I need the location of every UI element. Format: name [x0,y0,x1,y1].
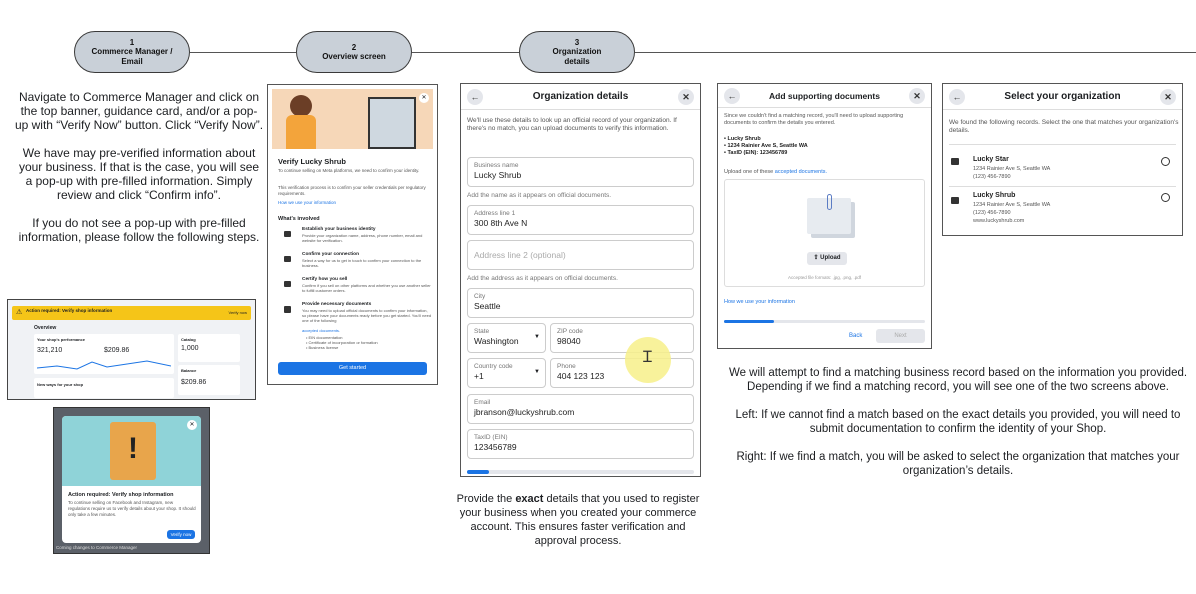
supporting-documents-screenshot [717,83,932,349]
field-value: 300 8th Ave N [474,218,528,228]
state-select[interactable] [467,323,546,353]
hero-window [368,97,416,149]
instruction-paragraph: We have may pre-verified information about your business. If that is the case, you will see a pop-up with pre-filled information. Simply review and click “Confirm info”. [18,146,260,202]
field-value: Seattle [474,301,501,311]
step-2-pill [296,31,412,73]
left-instructions [14,90,264,244]
field-label: Email [474,399,491,406]
action-banner[interactable] [12,306,251,320]
catalog-card [178,334,240,362]
back-button[interactable]: Back [849,333,863,339]
how-we-use-link[interactable]: How we use your information [278,200,337,205]
field-value: Lucky Shrub [474,170,522,180]
caption-text: Provide the [456,493,516,505]
field-label: Phone [557,363,576,370]
record-line: (123) 456-7890 [973,210,1011,216]
upload-hint [724,169,827,177]
warning-icon: ⚠ [16,309,23,316]
step-number: 3 [574,37,580,47]
step-3-pill [519,31,635,73]
name-hint: Add the name as it appears on official documents. [467,192,612,199]
overview-title: Verify Lucky Shrub [278,157,346,166]
address-line-2-field[interactable] [467,240,694,270]
back-arrow-icon[interactable]: ← [949,89,965,105]
hero-figure [290,95,312,117]
record-radio[interactable] [1161,157,1170,166]
get-started-button[interactable]: Get started [278,362,427,375]
select-intro: We found the following records. Select the one that matches your organization's details. [949,119,1179,134]
upload-label: Upload [820,255,841,261]
popup-illustration [62,416,201,486]
storefront-icon [284,281,291,287]
phone-field[interactable] [550,358,694,388]
record-line: 1234 Rainier Ave S, Seattle WA [973,202,1051,208]
overview-screenshot [267,84,438,385]
performance-title: Your shop's performance [37,337,85,342]
accepted-documents-link[interactable]: accepted documents. [774,169,828,175]
dropdown-caret-icon: ▼ [534,334,540,340]
docs-header [718,84,931,108]
explanation-paragraph: Right: If we find a match, you will be asked to select the organization that matches your organization’s details. [736,451,1180,477]
record-name: Lucky Shrub [973,192,1016,199]
performance-card [34,334,174,374]
popup-title: Action required: Verify shop information [68,492,174,498]
select-header [943,84,1182,110]
progress-fill [467,470,489,474]
caption-text: details that you used to register your business when you created your commerce account. This ensures faster verification and approval process. [459,493,700,547]
instruction-paragraph: If you do not see a pop-up with pre-filled information, please follow the following steps. [18,216,260,244]
record-line: www.luckyshrub.com [973,218,1025,224]
item-desc: Provide your organization name, address, phone number, email and website for verification. [302,233,423,243]
item-title: Establish your business identity [302,227,376,232]
balance-title: Balance [181,368,197,373]
close-icon[interactable]: ✕ [419,93,429,103]
next-button[interactable]: Next [876,329,925,343]
instruction-paragraph: Navigate to Commerce Manager and click on the top banner, guidance card, and/or a pop-up with “Verify Now” button. Click “Verify Now”. [14,90,264,132]
docs-bullet: • TaxID (EIN): 123456789 [724,150,788,156]
back-arrow-icon[interactable]: ← [724,88,740,104]
match-explanation [724,366,1192,478]
divider [949,186,1176,187]
close-icon[interactable]: ✕ [678,89,694,105]
overview-heading: Overview [34,325,57,331]
city-field[interactable] [467,288,694,318]
org-caption [452,492,704,548]
dropdown-caret-icon: ▼ [534,369,540,375]
email-field[interactable] [467,394,694,424]
org-title: Organization details [532,91,629,102]
close-icon[interactable]: ✕ [909,88,925,104]
item-title: Confirm your connection [302,252,360,257]
timeline-line [190,52,296,53]
verify-popup-screenshot [53,407,210,554]
doc-item: • EIN documentation [306,335,343,340]
select-title: Select your organization [1004,91,1121,102]
divider [949,144,1176,145]
news-title: New ways for your shop [37,382,84,387]
involved-item [278,252,433,274]
balance-card [178,365,240,395]
item-desc: Confirm if you sell on other platforms and whether you use another seller to fulfill customer orders. [302,283,431,293]
timeline-line [412,52,519,53]
commerce-manager-screenshot [7,299,256,400]
record-line: (123) 456-7890 [973,174,1011,180]
upload-dropzone[interactable] [724,179,925,287]
step-number: 1 [129,37,135,47]
step-title: Commerce Manager / Email [91,47,173,66]
verify-now-button[interactable]: Verify now [167,530,195,539]
upload-icon: ⇪ [813,255,819,261]
field-label: ZIP code [557,328,583,335]
popup-footer: Coming changes to Commerce Manager [56,545,138,550]
paperclip-icon [827,194,832,210]
catalog-title: Catalog [181,337,196,342]
zip-code-field[interactable] [550,323,694,353]
banner-title: Action required: Verify shop information [26,308,113,313]
involved-item [278,227,433,249]
back-arrow-icon[interactable]: ← [467,89,483,105]
docs-bullet: • 1234 Rainier Ave S, Seattle WA [724,143,808,149]
org-header [461,84,700,110]
progress-fill [724,320,774,323]
balance-value: $209.86 [181,379,207,386]
field-label: Address line 1 [474,210,516,217]
explanation-paragraph: We will attempt to find a matching business record based on the information you provided. Depending if we find a matching record, you will see one of the two screens above. [728,367,1188,393]
field-label: Country code [474,363,513,370]
overview-intro: To continue selling on Meta platforms, we need to confirm your identity. [278,168,420,173]
record-line: 1234 Rainier Ave S, Seattle WA [973,166,1051,172]
organization-record[interactable] [943,152,1182,186]
timeline-line [635,52,1196,53]
select-organization-screenshot [942,83,1183,236]
field-label: TaxID (EIN) [474,434,508,441]
upload-button[interactable] [807,252,847,265]
country-code-select[interactable] [467,358,546,388]
docs-title: Add supporting documents [769,90,880,101]
step-title: Organization details [552,47,602,66]
docs-bullet: • Lucky Shrub [724,136,761,142]
id-card-icon [284,231,291,237]
progress-bar [724,320,925,323]
address-hint: Add the address as it appears on official documents. [467,275,618,282]
explanation-paragraph: Left: If we cannot find a match based on the exact details you provided, you will need to submit documentation to confirm the identity of your Shop. [735,409,1181,435]
close-icon[interactable]: ✕ [187,420,197,430]
address-line-1-field[interactable] [467,205,694,235]
involved-item [278,302,433,358]
item-desc: Select a way for us to get in touch to confirm your connection to the business. [302,258,422,268]
field-value: 404 123 123 [557,371,605,381]
popup-body: To continue selling on Facebook and Instagram, new regulations require us to verify details about your shop. It should only take a few minutes. [68,500,196,517]
document-icon [284,306,291,313]
news-card [34,378,174,398]
storefront-icon [951,158,959,165]
field-placeholder: Address line 2 (optional) [474,250,566,260]
org-intro: We'll use these details to look up an official record of your organization. If there's no match, you can upload documents to verify this information. [467,117,677,132]
whats-involved: What's involved [278,216,320,222]
field-label: City [474,293,486,300]
doc-item: • Business license [306,345,339,350]
record-radio[interactable] [1161,193,1170,202]
overview-hero [272,89,433,149]
field-value: jbranson@luckyshrub.com [474,407,575,417]
business-name-field[interactable] [467,157,694,187]
item-title: Provide necessary documents [302,302,372,307]
field-value: 98040 [557,336,581,346]
organization-details-screenshot [460,83,701,477]
overview-intro-2: This verification process is to confirm your seller credentials per regulatory requirements. [278,185,426,196]
item-title: Certify how you sell [302,277,348,282]
alert-icon: ! [128,432,138,465]
involved-item [278,277,433,299]
how-we-use-link[interactable]: How we use your information [724,299,795,305]
banner-verify-button[interactable]: Verify now [228,310,247,315]
organization-record[interactable] [943,190,1182,232]
field-value: Washington [474,336,519,346]
upload-hint-text: Upload one of these [724,169,775,175]
accepted-documents-link[interactable]: accepted documents. [302,328,341,333]
doc-item: • Certificate of incorporation or formation [306,340,378,345]
step-title: Overview screen [322,52,386,61]
sparkline [37,358,171,372]
docs-intro: Since we couldn't find a matching record, you'll need to upload supporting documents to confirm the details you entered. [724,113,904,126]
tax-id-field[interactable] [467,429,694,459]
text-cursor-icon: Ɪ [643,349,652,366]
performance-value: 321,210 [37,347,63,354]
catalog-value: 1,000 [181,345,199,352]
field-value: +1 [474,371,484,381]
field-label: Business name [474,162,519,169]
popup-card [62,416,201,543]
item-desc: You may need to upload official documents to confirm your information, so please have your documents ready before you get started. You'll need one of the following [302,308,432,323]
storefront-icon [951,197,959,204]
step-number: 2 [351,42,357,52]
accepted-formats: Accepted file formats: .jpg, .png, .pdf [787,275,862,280]
step-1-pill [74,31,190,73]
record-name: Lucky Star [973,156,1009,163]
field-value: 123456789 [474,442,517,452]
caption-emphasis: exact [515,493,544,505]
hero-figure-body [286,115,316,149]
contact-icon [284,256,291,262]
progress-bar [467,470,694,474]
close-icon[interactable]: ✕ [1160,89,1176,105]
field-label: State [474,328,490,335]
performance-value-2: $209.86 [104,347,130,354]
